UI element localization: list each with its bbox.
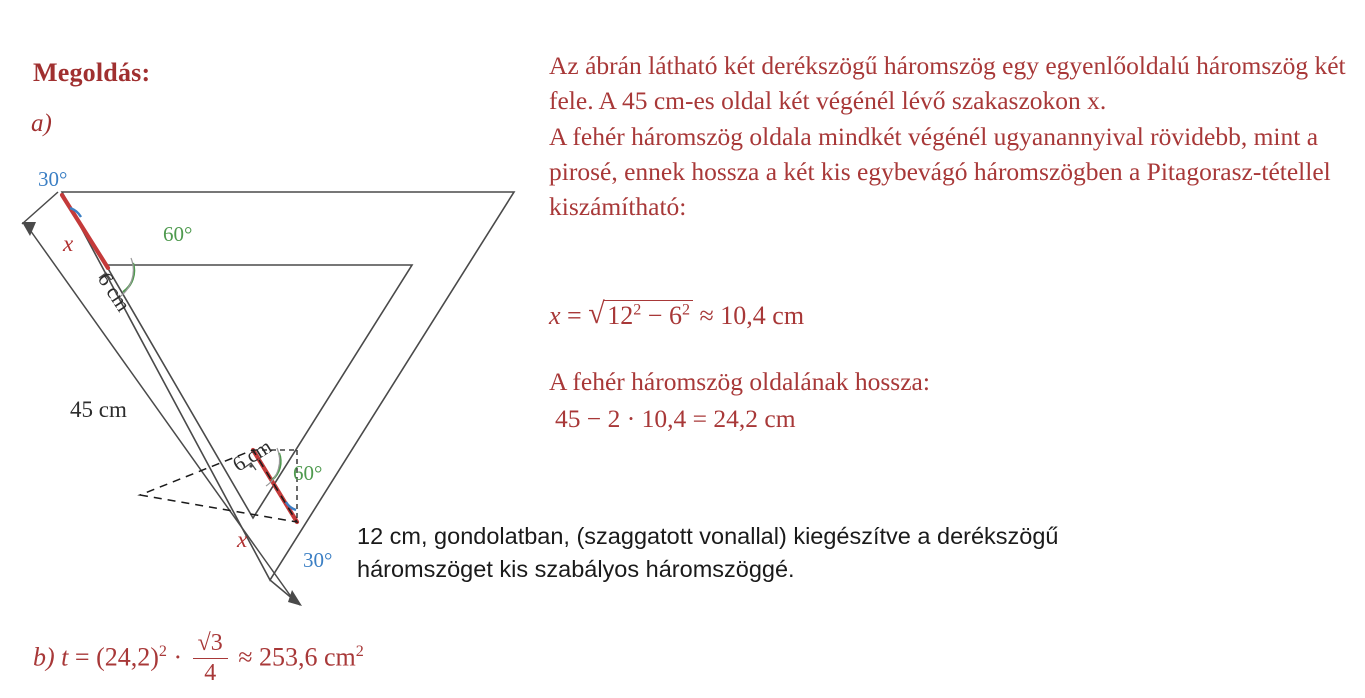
radicand-b: 6 [668,301,682,330]
formula-x-lhs: x [549,301,561,330]
part-b-dot: · [173,642,183,672]
square-root-expression [588,297,693,331]
annotation-text: 12 cm, gondolatban, (szaggatott vonallal) kiegészítve a derékszögű háromszöget kis szabályos háromszöggé. [357,523,1059,582]
formula-x-approx: ≈ [699,301,714,330]
formula-x-result: 10,4 cm [720,301,805,330]
part-b-approx: ≈ [238,642,253,672]
part-b-equals: = [74,642,90,672]
radicand-minus: − [647,301,663,330]
radicand-a: 12 [607,301,634,330]
radicand-b-exponent: 2 [681,301,691,319]
part-b-label: b) [33,642,55,672]
part-a-label: a) [31,110,52,137]
formula-x-equals: = [567,301,582,330]
part-b-t: t [61,642,69,672]
label-angle-bottom-60: 60° [293,461,323,485]
part-b-fraction [193,630,228,687]
label-x-bottom: x [237,527,248,552]
formula-x [549,297,805,331]
part-b-result: 253,6 cm [259,642,356,672]
label-x-top: x [63,231,74,256]
explanation-text [549,48,1359,224]
part-b-exponent: 2 [158,643,167,661]
radicand-a-exponent: 2 [633,301,642,319]
label-6cm-top: 6 cm [92,268,136,316]
part-b-line [33,630,364,687]
label-angle-bottom-30: 30° [303,548,333,572]
label-6cm-bottom: 6 cm [228,434,276,477]
white-triangle-side-label: A fehér háromszög oldalának hossza: [549,367,930,396]
sqrt-icon: √ [588,297,605,330]
solution-heading: Megoldás: [33,58,151,87]
label-angle-top-60: 60° [163,222,193,246]
part-b-result-exponent: 2 [355,643,364,661]
white-triangle-calculation: 45 − 2 · 10,4 = 24,2 cm [555,404,796,433]
radicand [604,300,693,331]
explanation-paragraph-1: Az ábrán látható két derékszögű háromszög egy egyenlőoldalú háromszög két fele. A 45 cm-es oldal két végénél lévő szakaszokon x. [549,51,1346,115]
fraction-denominator: 4 [204,660,217,686]
label-45cm: 45 cm [70,397,127,422]
part-b-base: (24,2) [96,642,159,672]
fraction-numerator: √3 [193,630,228,659]
label-angle-top-30: 30° [38,167,68,191]
explanation-paragraph-2: A fehér háromszög oldala mindkét végénél ugyanannyival rövidebb, mint a pirosé, ennek hossza a két kis egybevágó háromszögben a Pitagorasz-tétellel kiszámítható: [549,122,1331,221]
